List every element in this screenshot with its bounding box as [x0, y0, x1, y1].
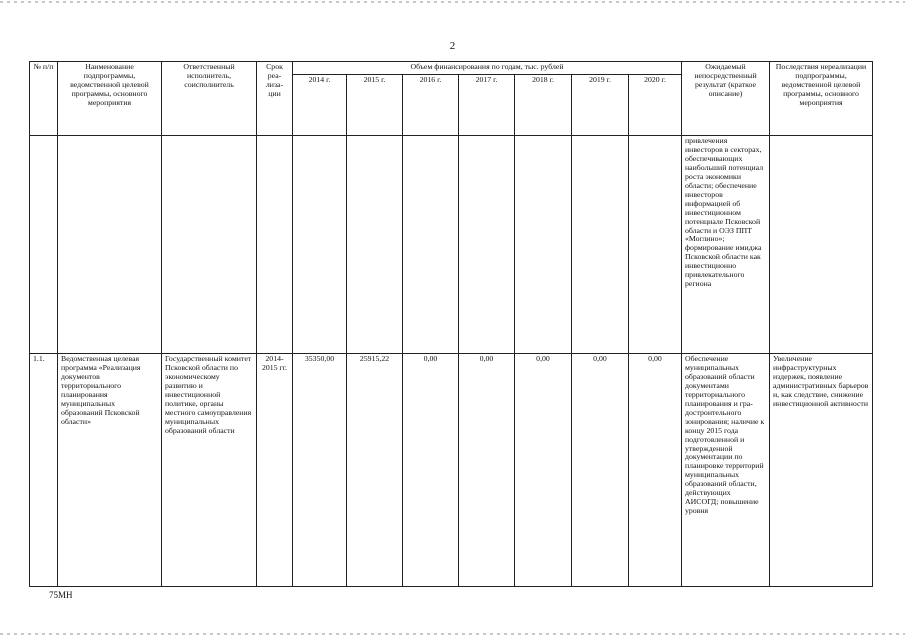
header-year-2018: 2018 г.	[515, 75, 572, 136]
header-financing: Объем финансирования по годам, тыс. рублей	[293, 62, 682, 75]
row-term: 2014-2015 гг.	[257, 354, 293, 587]
row-value-2016	[403, 136, 459, 354]
page-number: 2	[449, 40, 456, 52]
row-value-2014: 35350,00	[293, 354, 347, 587]
header-result: Ожидаемый непосредственный результат (краткое описание)	[682, 62, 770, 136]
row-name	[58, 136, 162, 354]
table-header-row	[30, 62, 873, 75]
header-num: № п/п	[30, 62, 58, 136]
header-name: Наименование подпрограммы, ведомственной целевой программы, основного мероприятия	[58, 62, 162, 136]
row-value-2015	[347, 136, 403, 354]
footer-code: 75МН	[49, 590, 73, 600]
row-term	[257, 136, 293, 354]
row-executor	[162, 136, 257, 354]
header-year-2020: 2020 г.	[629, 75, 682, 136]
header-year-2014: 2014 г.	[293, 75, 347, 136]
header-executor: Ответственный исполнитель, соисполнитель	[162, 62, 257, 136]
row-value-2019: 0,00	[572, 354, 629, 587]
row-value-2015: 25915,22	[347, 354, 403, 587]
row-num	[30, 136, 58, 354]
row-result: Обеспечение муниципальных образований области документами территориального планирования и гра-достроительного зонирования; наличие к концу 2015 года подготовленной и утвержденной документации по планировке территорий муниципальных образований области, действующих АИСОГД; повышение уровня	[682, 354, 770, 587]
row-consequences: Увеличение инфраструктурных издержек, появление административных барьеров и, как следствие, снижение инвестиционной активности	[770, 354, 873, 587]
table-row	[30, 354, 873, 587]
program-table	[29, 61, 873, 587]
row-value-2016: 0,00	[403, 354, 459, 587]
row-value-2018	[515, 136, 572, 354]
header-year-2016: 2016 г.	[403, 75, 459, 136]
row-value-2018: 0,00	[515, 354, 572, 587]
header-year-2019: 2019 г.	[572, 75, 629, 136]
row-name: Ведомственная целевая программа «Реализация документов территориального планирования муниципальных образований Псковской области»	[58, 354, 162, 587]
scan-edge-bottom	[0, 633, 905, 635]
row-value-2017: 0,00	[459, 354, 515, 587]
row-value-2020: 0,00	[629, 354, 682, 587]
row-result: привлечения инвесторов в секторах, обеспечивающих наибольший потенциал роста экономики области; обеспечение инвесторов информацией об инвестиционном потенциале Псковской области и ОЭЗ ППТ «Моглино»; формирование имиджа Псковской области как инвестиционно привлекательного региона	[682, 136, 770, 354]
header-term: Срок реа-лиза-ции	[257, 62, 293, 136]
scan-edge-top	[0, 1, 905, 3]
header-year-2015: 2015 г.	[347, 75, 403, 136]
row-executor: Государственный комитет Псковской области по экономическому развитию и инвестиционной политике, органы местного самоуправления муниципальных образований области	[162, 354, 257, 587]
row-value-2019	[572, 136, 629, 354]
row-value-2020	[629, 136, 682, 354]
row-num: 1.1.	[30, 354, 58, 587]
header-consequences: Последствия нереализации подпрограммы, ведомственной целевой программы, основного мероприятия	[770, 62, 873, 136]
row-value-2017	[459, 136, 515, 354]
row-consequences	[770, 136, 873, 354]
table-row	[30, 136, 873, 354]
row-value-2014	[293, 136, 347, 354]
header-year-2017: 2017 г.	[459, 75, 515, 136]
